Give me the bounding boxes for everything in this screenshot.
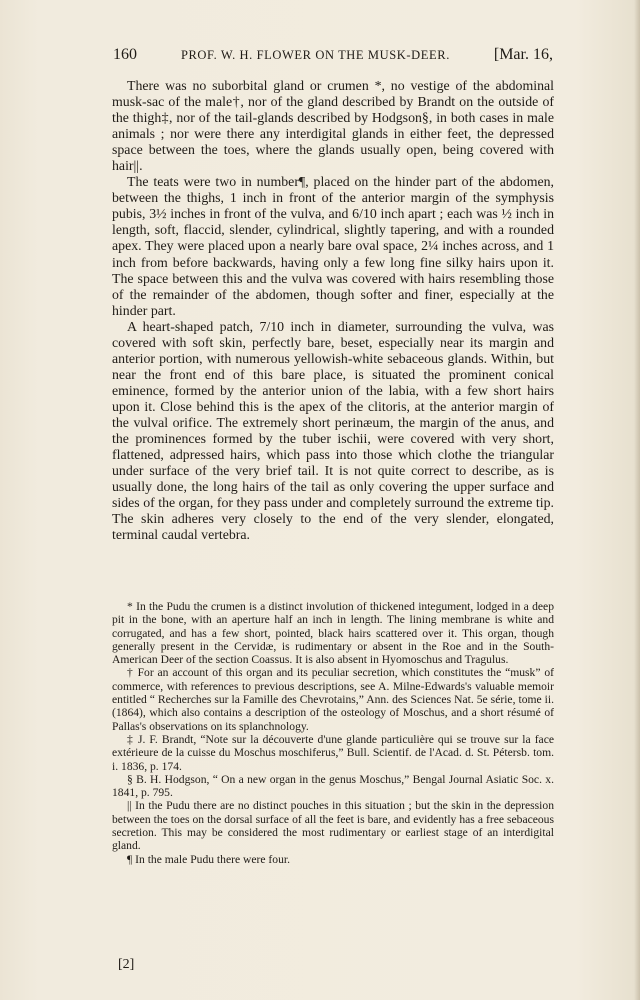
page-header	[113, 46, 553, 64]
footnote: * In the Pudu the crumen is a distinct involution of thickened integument, lodged in a deep pit in the bone, with an aperture half an inch in length. The lining membrane is white and corrugated, and has a few short, pointed, black hairs scattered over it. This organ, though generally present in the Cervidæ, is rudimentary or absent in the Roe and in the South-American Deer of the section Coassus. It is also absent in Hyomoschus and Tragulus.	[112, 600, 554, 667]
footnote: † For an account of this organ and its peculiar secretion, which constitutes the “musk” of commerce, with references to previous descriptions, see A. Milne-Edwards's valuable memoir entitled “ Recherches sur la Famille des Chevrotains,” Ann. des Sciences Nat. 5e série, tome ii. (1864), which also contains a description of the osteology of Moschus, and a short résumé of Pallas's observations on its splanchnology.	[112, 666, 554, 733]
footnotes	[112, 600, 554, 866]
footnote: § B. H. Hodgson, “ On a new organ in the genus Moschus,” Bengal Journal Asiatic Soc. x. 1841, p. 795.	[112, 772, 554, 800]
paragraph: The teats were two in number¶, placed on the hinder part of the abdomen, between the thighs, 1 inch in front of the anterior margin of the symphysis pubis, 3½ inches in front of the vulva, and 6/10 inch apart ; each was ½ inch in length, soft, flaccid, slender, cylindrical, slightly tapering, and with a rounded apex. They were placed upon a nearly bare oval space, 2¼ inches across, and 1 inch from before backwards, having only a few long fine silky hairs upon it. The space between this and the vulva was covered with hairs resembling those of the remainder of the abdomen, though softer and finer, especially at the hinder part.	[112, 174, 554, 318]
main-text	[112, 78, 554, 543]
signature-mark: [2]	[118, 957, 135, 972]
footnote: ‡ J. F. Brandt, “Note sur la découverte d'une glande particulière qui se trouve sur la face extérieure de la cuisse du Moschus moschiferus,” Bull. Scientif. de l'Acad. d. St. Pétersb. tom. i. 1836, p. 174.	[112, 732, 554, 773]
page-edge-shadow	[634, 0, 640, 1000]
running-title: PROF. W. H. FLOWER ON THE MUSK-DEER.	[180, 48, 450, 62]
paragraph: There was no suborbital gland or crumen *, no vestige of the abdominal musk-sac of the male†, nor of the gland described by Brandt on the outside of the thigh‡, nor of the tail-glands described by Hodgson§, in both cases in male animals ; nor were there any interdigital glands in either feet, the depressed space between the toes, where the glands usually open, being covered with hair||.	[112, 78, 554, 174]
header-date: [Mar. 16,	[493, 46, 553, 63]
footnote: || In the Pudu there are no distinct pouches in this situation ; but the skin in the depression between the toes on the dorsal surface of all the feet is bare, and evidently has a free sebaceous secretion. This may be considered the most rudimentary or earliest stage of an interdigital gland.	[112, 799, 554, 853]
paragraph: A heart-shaped patch, 7/10 inch in diameter, surrounding the vulva, was covered with soft skin, perfectly bare, beset, especially near its margin and anterior portion, with numerous yellowish-white sebaceous glands. Within, but near the front end of this bare place, is situated the prominent conical eminence, formed by the anterior union of the labia, with a few short hairs upon it. Close behind this is the apex of the clitoris, at the anterior margin of the vulval orifice. The extremely short perinæum, the margin of the anus, and the prominences formed by the tuber ischii, were covered with very short, flattened, adpressed hairs, which pass into those which clothe the triangular under surface of the very brief tail. It is not quite correct to describe, as is usually done, the long hairs of the tail as only covering the upper surface and sides of the organ, for they pass under and completely surround the extreme tip. The skin adheres very closely to the end of the very slender, elongated, terminal caudal vertebra.	[112, 318, 554, 543]
footnote: ¶ In the male Pudu there were four.	[127, 852, 291, 866]
page-number: 160	[113, 46, 137, 63]
